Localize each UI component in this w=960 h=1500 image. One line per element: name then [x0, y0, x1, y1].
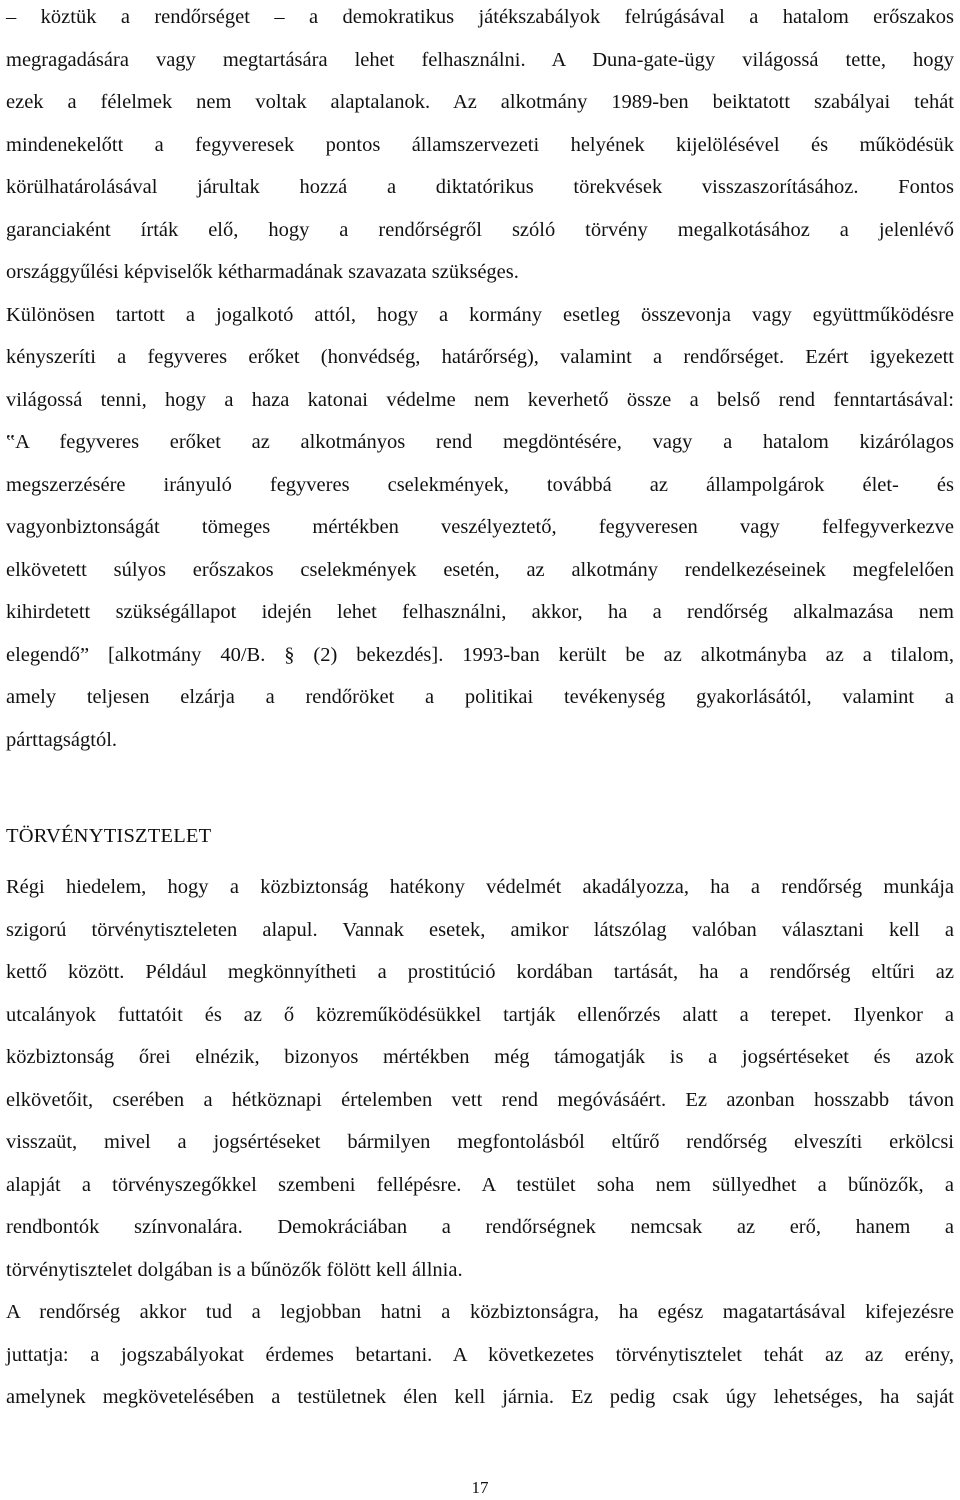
paragraph-1: [6, 0, 954, 294]
text-line: elkövetett súlyos erőszakos cselekmények esetén, az alkotmány rendelkezéseinek megfelelően: [6, 558, 954, 581]
text-line: visszaüt, mivel a jogsértéseket bármilyen megfontolásból eltűrő rendőrség elveszíti erkölcsi: [6, 1131, 954, 1153]
text-line: garanciaként írták elő, hogy a rendőrségről szóló törvény megalkotásához a jelenlévő: [6, 218, 954, 241]
text-line: ‟A fegyveres erőket az alkotmányos rend megdöntésére, vagy a hatalom kizárólagos: [6, 431, 954, 453]
text-line: amelynek megkövetelésében a testületnek élen kell járnia. Ez pedig csak úgy lehetséges, ha saját: [6, 1386, 954, 1408]
text-line: kettő között. Például megkönnyítheti a prostitúció kordában tartását, ha a rendőrség eltűri az: [6, 961, 954, 983]
text-line: vagyonbiztonságát tömeges mértékben veszélyeztető, fegyveresen vagy felfegyverkezve: [6, 516, 954, 538]
text-line: világossá tenni, hogy a haza katonai védelme nem keverhető össze a belső rend fenntartásával:: [6, 388, 954, 411]
text-line: elkövetőit, cserében a hétköznapi értelemben vett rend megóvásáért. Ez azonban hosszabb távon: [6, 1088, 954, 1111]
paragraph-4: [6, 1291, 954, 1419]
text-line: juttatja: a jogszabályokat érdemes betartani. A következetes törvénytisztelet tehát az az erény,: [6, 1343, 954, 1366]
text-line: kényszeríti a fegyveres erőket (honvédség, határőrség), valamint a rendőrséget. Ezért igyekezett: [6, 346, 954, 368]
text-line: amely teljesen elzárja a rendőröket a politikai tevékenység gyakorlásától, valamint a: [6, 686, 954, 708]
text-line: törvénytisztelet dolgában is a bűnözők fölött kell állnia.: [6, 1258, 463, 1281]
text-line: országgyűlési képviselők kétharmadának szavazata szükséges.: [6, 261, 519, 283]
paragraph-2: [6, 294, 954, 762]
text-line: A rendőrség akkor tud a legjobban hatni a közbiztonságra, ha egész magatartásával kifejezésre: [6, 1301, 954, 1323]
text-line: alapját a törvényszegőkkel szembeni fellépésre. A testület soha nem süllyedhet a bűnözők, a: [6, 1173, 954, 1196]
text-line: ezek a félelmek nem voltak alaptalanok. Az alkotmány 1989-ben beiktatott szabályai tehát: [6, 91, 954, 113]
text-line: rendbontók színvonalára. Demokráciában a rendőrségnek nemcsak az erő, hanem a: [6, 1216, 954, 1238]
text-line: elegendő” [alkotmány 40/B. § (2) bekezdés]. 1993-ban került be az alkotmányba az a tilalom,: [6, 643, 954, 666]
text-line: kihirdetett szükségállapot idején lehet felhasználni, akkor, ha a rendőrség alkalmazása nem: [6, 601, 954, 623]
text-line: utcalányok futtatóit és az ő közreműködésükkel tartják ellenőrzés alatt a terepet. Ilyenkor a: [6, 1003, 954, 1026]
text-line: Régi hiedelem, hogy a közbiztonság hatékony védelmét akadályozza, ha a rendőrség munkája: [6, 876, 954, 898]
text-line: párttagságtól.: [6, 728, 118, 751]
section-heading: TÖRVÉNYTISZTELET: [6, 825, 212, 847]
document-page: [6, 0, 954, 1419]
text-line: – köztük a rendőrséget – a demokratikus játékszabályok felrúgásával a hatalom erőszakos: [6, 6, 954, 28]
paragraph-3: [6, 866, 954, 1291]
text-line: szigorú törvénytiszteleten alapul. Vannak esetek, amikor látszólag valóban választani kell a: [6, 918, 954, 941]
text-line: megszerzésére irányuló fegyveres cselekmények, továbbá az állampolgárok élet- és: [6, 473, 954, 496]
text-line: megragadására vagy megtartására lehet felhasználni. A Duna-gate-ügy világossá tette, hogy: [6, 48, 954, 71]
text-line: körülhatárolásával járultak hozzá a diktatórikus törekvések visszaszorításához. Fontos: [6, 176, 954, 198]
text-line: mindenekelőtt a fegyveresek pontos államszervezeti helyének kijelölésével és működésük: [6, 133, 954, 156]
page-number: 17: [471, 1478, 489, 1497]
text-line: Különösen tartott a jogalkotó attól, hogy a kormány esetleg összevonja vagy együttműködésre: [6, 303, 954, 326]
text-line: közbiztonság őrei elnézik, bizonyos mértékben még támogatják is a jogsértéseket és azok: [6, 1046, 954, 1068]
